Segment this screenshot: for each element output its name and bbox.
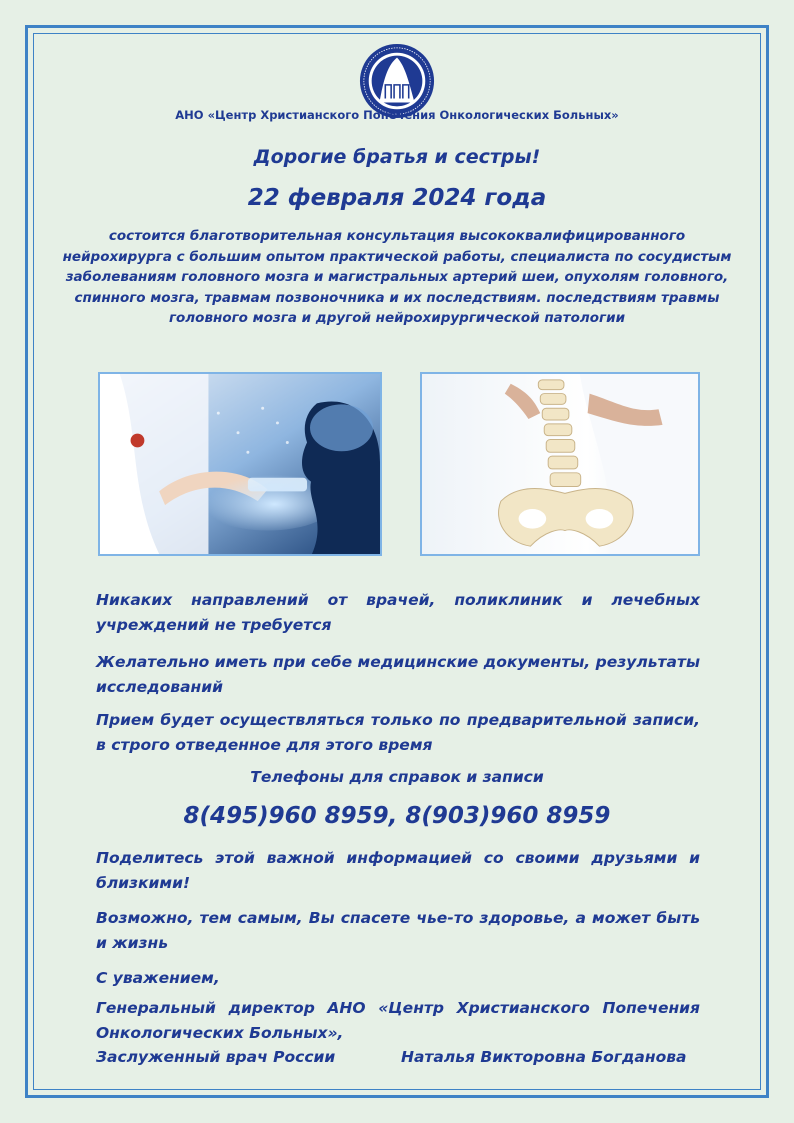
phones-label: Телефоны для справок и записи	[250, 768, 544, 786]
spine-model-photo	[420, 372, 700, 556]
no-referral-note: Никаких направлений от врачей, поликлиник и лечебных учреждений не требуется	[96, 591, 700, 634]
share-note: Поделитесь этой важной информацией со своими друзьями и близкими!	[96, 849, 700, 892]
save-note: Возможно, тем самым, Вы спасете чье-то здоровье, а может быть и жизнь	[96, 909, 700, 952]
regards-text: С уважением,	[96, 969, 220, 987]
greeting-heading: Дорогие братья и сестры!	[253, 146, 541, 168]
event-date: 22 февраля 2024 года	[247, 185, 547, 211]
signatory-name: Наталья Викторовна Богданова	[401, 1048, 687, 1066]
documents-note: Желательно иметь при себе медицинские документы, результаты исследований	[96, 653, 700, 696]
brain-scan-photo	[98, 372, 382, 556]
phone-numbers: 8(495)960 8959, 8(903)960 8959	[183, 803, 611, 829]
event-description: состоится благотворительная консультация высококвалифицированного нейрохирурга с большим опытом практической работы, специалиста по сосудистым заболеваниям головного мозга и магистральных артерий шеи, опухолям головного, спинного мозга, травмам позвоночника и их последствиям. последствиям травмы головного мозга и другой нейрохирургической патологии	[62, 228, 732, 326]
signatory-position: Генеральный директор АНО «Центр Христианского Попечения Онкологических Больных»,	[96, 999, 700, 1042]
signatory-title: Заслуженный врач России	[96, 1048, 336, 1066]
appointment-note: Прием будет осуществляться только по предварительной записи, в строго отведенное для этого время	[96, 711, 700, 754]
organization-name: АНО «Центр Христианского Попечения Онкологических Больных»	[175, 108, 619, 122]
